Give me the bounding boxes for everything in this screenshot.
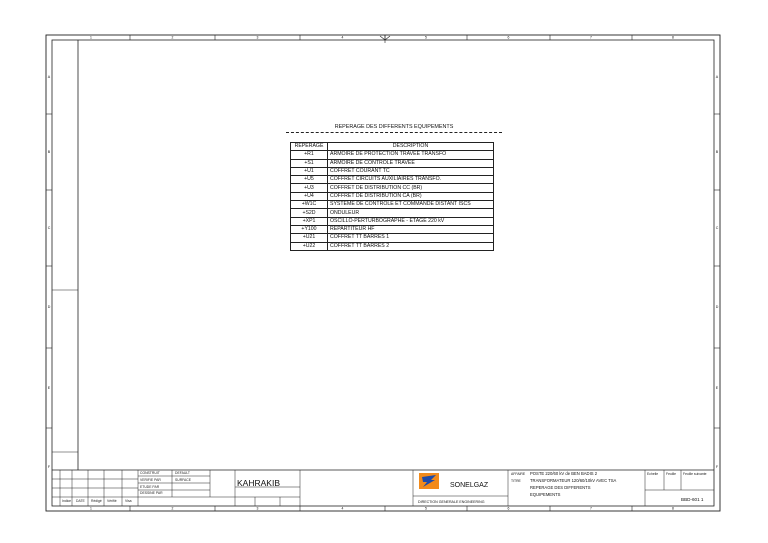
- titre-line-1: TRANSFORMATEUR 120/60/10kV AVEC TSA: [530, 478, 617, 483]
- cell-reperage: +S2D: [291, 209, 328, 217]
- cell-reperage: +U5: [291, 176, 328, 184]
- cell-description: OSCILLO-PERTURBOGRAPHE - ETAGE 220 kV: [328, 217, 494, 225]
- cell-description: COFFRET CIRCUITS AUXILIAIRES TRANSFO.: [328, 176, 494, 184]
- affaire-label: AFFAIRE: [511, 472, 526, 476]
- label-construit: CONSTRUIT: [140, 471, 160, 475]
- cell-reperage: +S1: [291, 159, 328, 167]
- cell-reperage: +W1C: [291, 201, 328, 209]
- table-row: [291, 234, 494, 242]
- column-label: 4: [341, 35, 344, 40]
- column-label: 8: [672, 35, 674, 40]
- column-label: 2: [171, 35, 174, 40]
- table-row: [291, 184, 494, 192]
- column-label: 6: [507, 506, 510, 511]
- table-row: [291, 151, 494, 159]
- column-label: 1: [90, 35, 92, 40]
- cell-reperage: +R1: [291, 151, 328, 159]
- titre-label: TITRE: [511, 479, 521, 483]
- row-label: E: [715, 386, 719, 391]
- column-label: 5: [425, 506, 427, 511]
- column-label: 7: [590, 35, 592, 40]
- titre-line-2: REPERAGE DES DIFFERENTS: [530, 485, 591, 490]
- label-dessine: DESSINE PAR: [140, 491, 163, 495]
- rev-col-visa: Visa: [125, 499, 132, 503]
- cell-reperage: +U4: [291, 192, 328, 200]
- table-row: [291, 209, 494, 217]
- row-ticks: [46, 75, 720, 469]
- table-row: [291, 176, 494, 184]
- cell-reperage: +Y100: [291, 225, 328, 233]
- equipment-table-body: [291, 151, 494, 251]
- cell-description: COFFRET TT BARRES 2: [328, 242, 494, 250]
- header-reperage: REPERAGE: [291, 143, 328, 151]
- table-row: [291, 242, 494, 250]
- header-description: DESCRIPTION: [328, 143, 494, 151]
- cell-reperage: +XP1: [291, 217, 328, 225]
- row-label: D: [715, 305, 719, 310]
- affaire-value: POSTE 220/60 kV de BEN BADIS 2: [530, 471, 598, 476]
- column-label: 3: [256, 35, 259, 40]
- row-label: C: [47, 226, 51, 231]
- column-label: 7: [590, 506, 592, 511]
- company-name: SONELGAZ: [450, 482, 489, 489]
- column-ticks: [90, 35, 674, 511]
- table-row: [291, 217, 494, 225]
- column-label: 4: [341, 506, 344, 511]
- column-label: 3: [256, 506, 259, 511]
- title-dashed-rule: [286, 132, 502, 133]
- cell-reperage: +U22: [291, 242, 328, 250]
- rev-col-verifie: Vérifié: [107, 499, 117, 503]
- cell-reperage: +U21: [291, 234, 328, 242]
- cell-reperage: +U1: [291, 167, 328, 175]
- cell-description: ONDULEUR: [328, 209, 494, 217]
- label-default: DEFAULT: [175, 471, 191, 475]
- label-surface: SURFACE: [175, 478, 192, 482]
- table-row: [291, 167, 494, 175]
- column-label: 8: [672, 506, 674, 511]
- logo-mark-icon: [419, 473, 439, 489]
- sonelgaz-logo: [419, 473, 439, 489]
- row-label: A: [715, 75, 719, 80]
- label-feuille: Feuille: [666, 472, 676, 476]
- row-label: B: [715, 150, 719, 155]
- label-verifie: VERIFIE PAR: [140, 478, 161, 482]
- column-label: 5: [425, 35, 427, 40]
- table-row: [291, 201, 494, 209]
- titre-line-3: EQUIPEMENTS: [530, 492, 561, 497]
- row-label: F: [47, 465, 51, 470]
- row-label: F: [715, 465, 719, 470]
- table-title: REPERAGE DES DIFFERENTS EQUIPEMENTS: [334, 124, 454, 130]
- table-row: [291, 159, 494, 167]
- row-label: C: [715, 226, 719, 231]
- cell-description: COFFRET TT BARRES 1: [328, 234, 494, 242]
- row-label: E: [47, 386, 51, 391]
- document-number: BBD-601 1: [681, 497, 704, 502]
- label-etude: ETUDE PAR: [140, 485, 160, 489]
- column-label: 1: [90, 506, 92, 511]
- cell-reperage: +U3: [291, 184, 328, 192]
- cell-description: COFFRET DE DISTRIBUTION CA (BR): [328, 192, 494, 200]
- direction-name: DIRECTION GENERALE ENGINEERING: [418, 500, 485, 504]
- engineering-name: KAHRAKIB: [237, 478, 280, 488]
- cell-description: ARMOIRE DE CONTROLE TRAVEE: [328, 159, 494, 167]
- cell-description: REPARTITEUR HF: [328, 225, 494, 233]
- cell-description: COFFRET COURANT TC: [328, 167, 494, 175]
- row-label: B: [47, 150, 51, 155]
- table-header-row: [291, 143, 494, 151]
- cell-description: COFFRET DE DISTRIBUTION CC (BR): [328, 184, 494, 192]
- cell-description: SYSTEME DE CONTROLE ET COMMANDE DISTANT ISCS: [328, 201, 494, 209]
- equipment-table: [290, 142, 494, 251]
- table-row: [291, 225, 494, 233]
- rev-col-date: DATE: [76, 499, 85, 503]
- label-echelle: Echelle: [647, 472, 659, 476]
- column-label: 6: [507, 35, 510, 40]
- column-label: 2: [171, 506, 174, 511]
- label-feuille-suivante: Feuille suivante: [683, 472, 707, 476]
- rev-col-indice: Indice: [62, 499, 72, 503]
- row-label: D: [47, 305, 51, 310]
- table-row: [291, 192, 494, 200]
- cell-description: ARMOIRE DE PROTECTION TRAVEE TRANSFO: [328, 151, 494, 159]
- rev-col-redige: Rédigé: [91, 499, 102, 503]
- row-label: A: [47, 75, 51, 80]
